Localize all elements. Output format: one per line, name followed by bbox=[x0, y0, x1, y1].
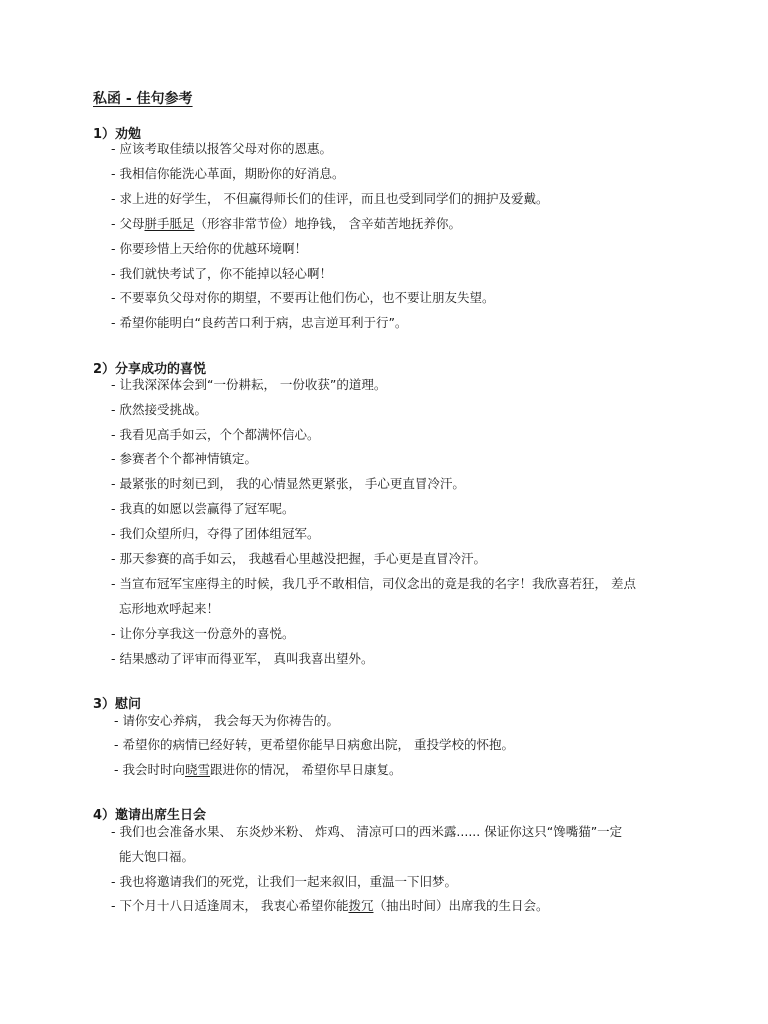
text-line: - 你要珍惜上天给你的优越环境啊！ bbox=[111, 241, 307, 256]
text-line: - 我真的如愿以尝赢得了冠军呢。 bbox=[111, 501, 295, 516]
text-line: - 参赛者个个都神情镇定。 bbox=[111, 451, 257, 466]
text-segment: 跟进你的情况， 希望你早日康复。 bbox=[210, 762, 402, 777]
text-line: - 结果感动了评审而得亚军， 真叫我喜出望外。 bbox=[111, 651, 374, 666]
text-line: - 让我深深体会到“一份耕耘， 一份收获”的道理。 bbox=[111, 377, 387, 392]
section-heading-sharing-success: 2）分享成功的喜悦 bbox=[93, 362, 207, 377]
section-heading-birthday-invitation: 4）邀请出席生日会 bbox=[93, 808, 207, 823]
text-line: - 最紧张的时刻已到， 我的心情显然更紧张， 手心更直冒冷汗。 bbox=[111, 476, 465, 491]
text-line: - 我们就快考试了，你不能掉以轻心啊！ bbox=[111, 266, 332, 281]
text-line-continuation: 能大饱口福。 bbox=[119, 849, 195, 864]
text-line: - 我们也会准备水果、 东炎炒米粉、 炸鸡、 清凉可口的西米露...... 保证你这只“馋嘴猫”一定 bbox=[111, 824, 623, 839]
text-line: - 让你分享我这一份意外的喜悦。 bbox=[111, 626, 295, 641]
text-line: - 请你安心养病， 我会每天为你祷告的。 bbox=[114, 713, 339, 728]
underlined-term: 拨冗 bbox=[348, 898, 374, 913]
text-segment: （形容非常节俭）地挣钱， 含辛茹苦地抚养你。 bbox=[194, 216, 461, 231]
text-line: - 希望你的病情已经好转，更希望你能早日病愈出院， 重投学校的怀抱。 bbox=[114, 737, 514, 752]
text-line: - 不要辜负父母对你的期望，不要再让他们伤心，也不要让朋友失望。 bbox=[111, 290, 495, 305]
text-segment: （抽出时间）出席我的生日会。 bbox=[373, 898, 549, 913]
text-line: - 求上进的好学生， 不但赢得师长们的佳评，而且也受到同学们的拥护及爱戴。 bbox=[111, 191, 549, 206]
text-line: - 那天参赛的高手如云， 我越看心里越没把握，手心更是直冒冷汗。 bbox=[111, 551, 486, 566]
underlined-term: 晓雪 bbox=[184, 762, 210, 777]
section-heading-sympathy: 3）慰问 bbox=[93, 697, 142, 712]
text-segment: - 父母 bbox=[111, 216, 145, 231]
text-line: - 我们众望所归，夺得了团体组冠军。 bbox=[111, 526, 320, 541]
text-line: - 希望你能明白“良药苦口利于病，忠言逆耳利于行”。 bbox=[111, 315, 408, 330]
text-line: - 欣然接受挑战。 bbox=[111, 402, 207, 417]
page-title: 私函 - 佳句参考 bbox=[93, 91, 193, 107]
text-line bbox=[114, 762, 401, 778]
text-line bbox=[111, 898, 549, 914]
text-line: - 我看见高手如云，个个都满怀信心。 bbox=[111, 427, 320, 442]
text-line-continuation: 忘形地欢呼起来！ bbox=[119, 601, 220, 616]
text-line: - 我也将邀请我们的死党，让我们一起来叙旧，重温一下旧梦。 bbox=[111, 874, 457, 889]
text-segment: - 我会时时向 bbox=[114, 762, 185, 777]
underlined-term: 胼手胝足 bbox=[144, 216, 195, 231]
text-line: - 应该考取佳绩以报答父母对你的恩惠。 bbox=[111, 141, 332, 156]
text-segment: - 下个月十八日适逢周末， 我衷心希望你能 bbox=[111, 898, 349, 913]
text-line bbox=[111, 216, 461, 232]
section-heading-encouragement: 1）劝勉 bbox=[93, 127, 142, 142]
text-line: - 我相信你能洗心革面，期盼你的好消息。 bbox=[111, 166, 345, 181]
text-line: - 当宣布冠军宝座得主的时候，我几乎不敢相信，司仪念出的竟是我的名字！我欣喜若狂， 差点 bbox=[111, 576, 636, 591]
